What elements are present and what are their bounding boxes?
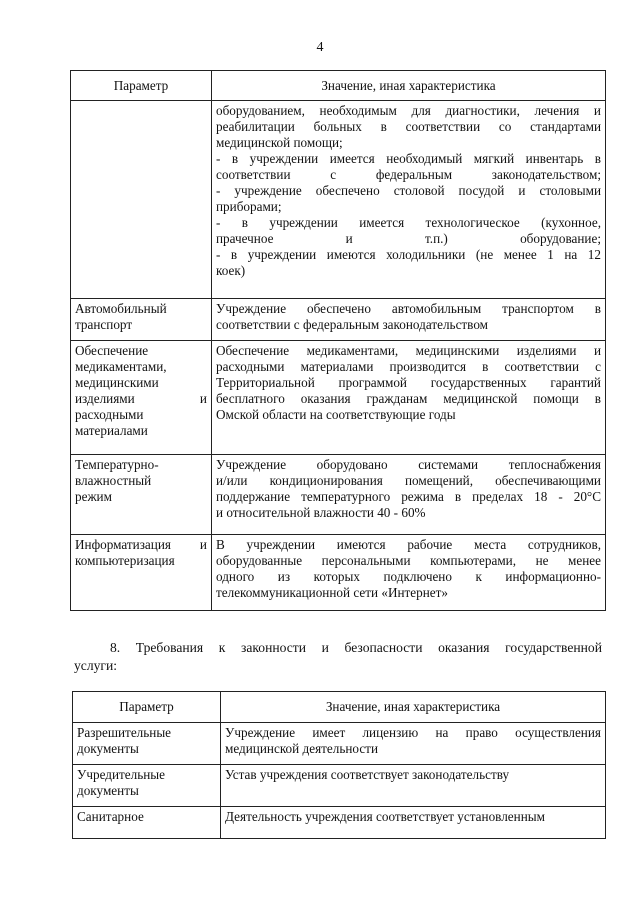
param-line: влажностный <box>75 473 152 488</box>
value-line: Устав учреждения соответствует законодательству <box>225 767 510 782</box>
param-line: документы <box>77 783 139 798</box>
value-line: телекоммуникационной сети «Интернет» <box>216 585 448 600</box>
param-line: Автомобильный <box>75 301 167 316</box>
value-line: В учреждении имеются рабочие места сотрудников, <box>216 537 601 552</box>
value-cell <box>212 299 606 341</box>
value-cell <box>221 807 606 839</box>
param-cell <box>71 535 212 611</box>
param-cell <box>71 299 212 341</box>
page-number: 4 <box>316 40 324 55</box>
param-cell <box>73 807 221 839</box>
value-line: - в учреждении имеются холодильники (не менее 1 на 12 <box>216 247 601 262</box>
value-line: Учреждение обеспечено автомобильным транспортом в <box>216 301 601 316</box>
section-8-line-2: услуги: <box>74 658 118 673</box>
table-header-row <box>73 692 606 723</box>
section-8-line-1: 8. Требования к законности и безопасности оказания государственной <box>110 640 602 655</box>
header-param: Параметр <box>73 692 221 723</box>
value-line: Деятельность учреждения соответствует установленным <box>225 809 545 824</box>
value-line: Учреждение оборудовано системами теплоснабжения <box>216 457 601 472</box>
legality-safety-table <box>72 691 606 839</box>
value-cell <box>212 535 606 611</box>
value-cell <box>212 101 606 299</box>
param-line: медицинскими <box>75 375 159 390</box>
value-line: Учреждение имеет лицензию на право осуществления <box>225 725 601 740</box>
param-line: Обеспечение <box>75 343 149 358</box>
value-line: - в учреждении имеется необходимый мягкий инвентарь в <box>216 151 601 166</box>
param-line: Информатизация и <box>75 537 207 552</box>
param-cell <box>71 101 212 299</box>
value-line: одного из которых подключено к информационно- <box>216 569 601 584</box>
param-cell <box>71 455 212 535</box>
table-header-row <box>71 71 606 101</box>
value-line: и/или кондиционирования помещений, обеспечивающими <box>216 473 601 488</box>
value-line: соответствии с федеральным законодательством <box>216 317 489 332</box>
param-line: Учредительные <box>77 767 165 782</box>
table-row <box>71 101 606 299</box>
value-line: расходными материалами производится в соответствии с <box>216 359 601 374</box>
value-line: поддержание температурного режима в пределах 18 - 20°С <box>216 489 601 504</box>
value-line: - учреждение обеспечено столовой посудой и столовыми <box>216 183 601 198</box>
param-line: компьютеризация <box>75 553 175 568</box>
header-value: Значение, иная характеристика <box>212 71 606 101</box>
table-row <box>71 299 606 341</box>
section-8-heading <box>74 639 602 675</box>
param-cell <box>73 723 221 765</box>
param-line: материалами <box>75 423 148 438</box>
value-cell <box>221 765 606 807</box>
value-line: Территориальной программой государственных гарантий <box>216 375 601 390</box>
table-row <box>71 535 606 611</box>
value-line: соответствии с федеральным законодательством; <box>216 167 601 182</box>
param-line: документы <box>77 741 139 756</box>
value-line: Обеспечение медикаментами, медицинскими изделиями и <box>216 343 601 358</box>
header-value: Значение, иная характеристика <box>221 692 606 723</box>
header-param: Параметр <box>71 71 212 101</box>
value-cell <box>212 341 606 455</box>
services-parameters-table <box>70 70 606 611</box>
table-row <box>73 807 606 839</box>
value-line: приборами; <box>216 199 282 214</box>
value-line: медицинской деятельности <box>225 741 378 756</box>
param-line: режим <box>75 489 112 504</box>
value-line: и относительной влажности 40 - 60% <box>216 505 426 520</box>
table-row <box>71 341 606 455</box>
param-line: расходными <box>75 407 144 422</box>
param-line: медикаментами, <box>75 359 167 374</box>
value-line: прачечное и т.п.) оборудование; <box>216 231 601 246</box>
param-line: изделиями и <box>75 391 207 406</box>
value-line: оборудованные персональными компьютерами, не менее <box>216 553 601 568</box>
param-line: Разрешительные <box>77 725 172 740</box>
table-row <box>73 723 606 765</box>
table-row <box>71 455 606 535</box>
value-line: оборудованием, необходимым для диагностики, лечения и <box>216 103 601 118</box>
param-line: Температурно- <box>75 457 159 472</box>
param-cell <box>73 765 221 807</box>
value-line: Омской области на соответствующие годы <box>216 407 456 422</box>
value-line: бесплатного оказания гражданам медицинской помощи в <box>216 391 601 406</box>
value-cell <box>212 455 606 535</box>
param-line: транспорт <box>75 317 133 332</box>
value-line: коек) <box>216 263 246 278</box>
param-line: Санитарное <box>77 809 144 824</box>
table-row <box>73 765 606 807</box>
value-line: - в учреждении имеется технологическое (кухонное, <box>216 215 601 230</box>
value-line: реабилитации больных в соответствии со стандартами <box>216 119 601 134</box>
value-cell <box>221 723 606 765</box>
value-line: медицинской помощи; <box>216 135 343 150</box>
param-cell <box>71 341 212 455</box>
